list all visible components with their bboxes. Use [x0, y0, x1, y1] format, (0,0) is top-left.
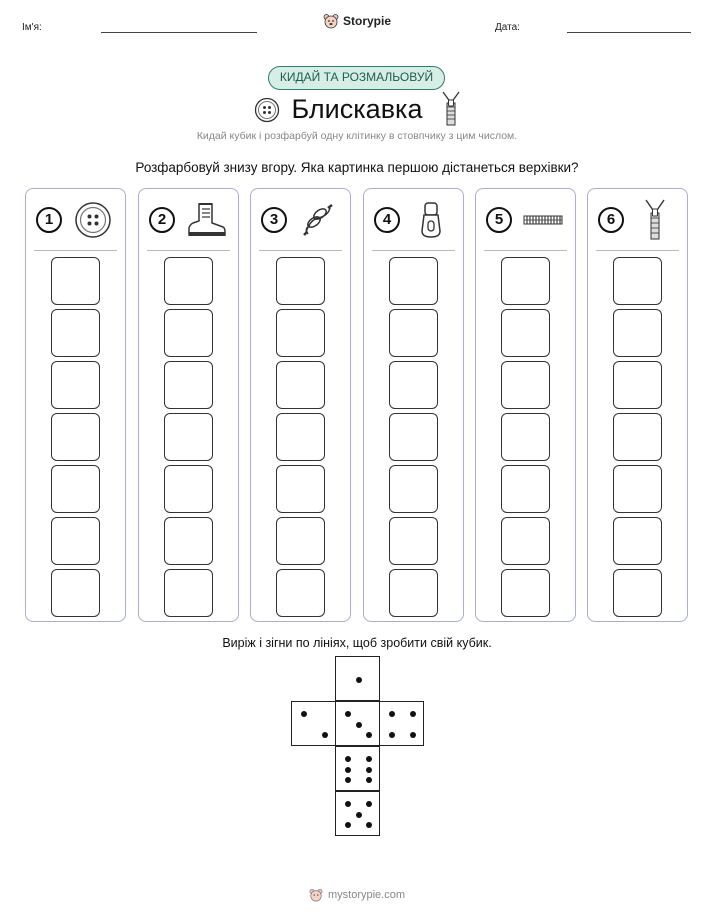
die-pip — [366, 801, 372, 807]
storypie-bear-icon — [323, 13, 339, 29]
color-cell[interactable] — [501, 413, 550, 461]
die-pip — [389, 732, 395, 738]
column-header — [588, 189, 687, 249]
column-4 — [363, 188, 464, 622]
color-cell[interactable] — [164, 361, 213, 409]
brand-logo — [0, 13, 714, 34]
color-cell[interactable] — [51, 517, 100, 565]
zipper-icon — [630, 198, 680, 242]
die-pip — [410, 711, 416, 717]
color-cell[interactable] — [389, 361, 438, 409]
die-pip — [366, 777, 372, 783]
footer-url[interactable]: mystorypie.com — [327, 889, 406, 901]
color-cell[interactable] — [164, 413, 213, 461]
die-face-3 — [335, 701, 380, 746]
color-cell[interactable] — [51, 413, 100, 461]
activity-badge: КИДАЙ ТА РОЗМАЛЬОВУЙ — [268, 66, 445, 90]
color-cell[interactable] — [613, 465, 662, 513]
color-cell[interactable] — [389, 569, 438, 617]
die-pip — [345, 777, 351, 783]
die-pip — [389, 711, 395, 717]
die-face-1 — [335, 656, 380, 701]
die-pip — [345, 822, 351, 828]
column-header — [139, 189, 238, 249]
column-header — [26, 189, 125, 249]
color-cell[interactable] — [276, 517, 325, 565]
color-cell[interactable] — [276, 309, 325, 357]
color-cell[interactable] — [613, 517, 662, 565]
column-number: 5 — [486, 207, 512, 233]
color-cell[interactable] — [389, 517, 438, 565]
die-pip — [366, 756, 372, 762]
die-pip — [356, 677, 362, 683]
subtitle: Кидай кубик і розфарбуй одну клітинку в стовпчику з цим числом. — [196, 130, 518, 142]
column-number: 2 — [149, 207, 175, 233]
color-cell[interactable] — [51, 465, 100, 513]
color-cells — [389, 257, 438, 621]
column-divider — [147, 250, 230, 251]
zipper-pull-icon — [406, 198, 456, 242]
column-divider — [259, 250, 342, 251]
column-number: 6 — [598, 207, 624, 233]
color-cell[interactable] — [164, 257, 213, 305]
die-pip — [345, 801, 351, 807]
shoelace-icon — [293, 198, 343, 242]
column-divider — [484, 250, 567, 251]
die-pip — [301, 711, 307, 717]
button-icon — [254, 97, 280, 123]
column-divider — [34, 250, 117, 251]
die-face-2 — [291, 701, 336, 746]
column-number: 1 — [36, 207, 62, 233]
color-cell[interactable] — [276, 257, 325, 305]
color-cell[interactable] — [276, 413, 325, 461]
die-face-6 — [335, 746, 380, 791]
column-header — [364, 189, 463, 249]
color-cell[interactable] — [51, 309, 100, 357]
color-cell[interactable] — [613, 361, 662, 409]
color-cell[interactable] — [51, 569, 100, 617]
color-cell[interactable] — [613, 309, 662, 357]
column-5 — [475, 188, 576, 622]
color-cell[interactable] — [276, 361, 325, 409]
die-pip — [356, 722, 362, 728]
color-cell[interactable] — [501, 361, 550, 409]
die-pip — [356, 812, 362, 818]
color-cell[interactable] — [501, 569, 550, 617]
color-cell[interactable] — [164, 309, 213, 357]
instruction: Розфарбовуй знизу вгору. Яка картинка першою дістанеться верхівки? — [135, 160, 579, 175]
page-title: Блискавка — [291, 94, 423, 124]
color-cell[interactable] — [501, 517, 550, 565]
title-row — [0, 90, 714, 130]
boot-icon — [181, 198, 231, 242]
color-cell[interactable] — [501, 309, 550, 357]
date-label: Дата: — [495, 22, 520, 33]
die-pip — [345, 711, 351, 717]
column-divider — [372, 250, 455, 251]
color-cell[interactable] — [276, 465, 325, 513]
color-cell[interactable] — [164, 517, 213, 565]
column-number: 4 — [374, 207, 400, 233]
die-pip — [345, 756, 351, 762]
column-header — [476, 189, 575, 249]
color-cell[interactable] — [276, 569, 325, 617]
color-cell[interactable] — [164, 465, 213, 513]
name-label: Ім'я: — [22, 22, 42, 33]
color-cells — [613, 257, 662, 621]
column-6 — [587, 188, 688, 622]
button-icon — [68, 198, 118, 242]
column-header — [251, 189, 350, 249]
color-cells — [164, 257, 213, 621]
color-cell[interactable] — [613, 569, 662, 617]
zipper-teeth-icon — [518, 198, 568, 242]
color-cell[interactable] — [389, 309, 438, 357]
die-pip — [366, 822, 372, 828]
color-cells — [51, 257, 100, 621]
color-cell[interactable] — [389, 465, 438, 513]
brand-name: Storypie — [342, 14, 391, 28]
color-cell[interactable] — [389, 257, 438, 305]
color-cell[interactable] — [51, 361, 100, 409]
die-pip — [366, 732, 372, 738]
color-cell[interactable] — [51, 257, 100, 305]
die-pip — [322, 732, 328, 738]
column-divider — [596, 250, 679, 251]
color-cell[interactable] — [501, 257, 550, 305]
die-pip — [410, 732, 416, 738]
zipper-icon — [440, 91, 462, 127]
die-face-5 — [335, 791, 380, 836]
die-pip — [345, 767, 351, 773]
column-1 — [25, 188, 126, 622]
color-cell[interactable] — [613, 413, 662, 461]
column-number: 3 — [261, 207, 287, 233]
column-2 — [138, 188, 239, 622]
die-pip — [366, 767, 372, 773]
color-cell[interactable] — [501, 465, 550, 513]
die-face-4 — [379, 701, 424, 746]
color-cell[interactable] — [164, 569, 213, 617]
column-3 — [250, 188, 351, 622]
storypie-bear-icon — [309, 888, 323, 902]
color-cell[interactable] — [613, 257, 662, 305]
color-cells — [501, 257, 550, 621]
color-cell[interactable] — [389, 413, 438, 461]
footer — [0, 888, 714, 905]
color-cells — [276, 257, 325, 621]
cut-instruction: Виріж і зігни по лініях, щоб зробити свій кубик. — [222, 636, 492, 650]
